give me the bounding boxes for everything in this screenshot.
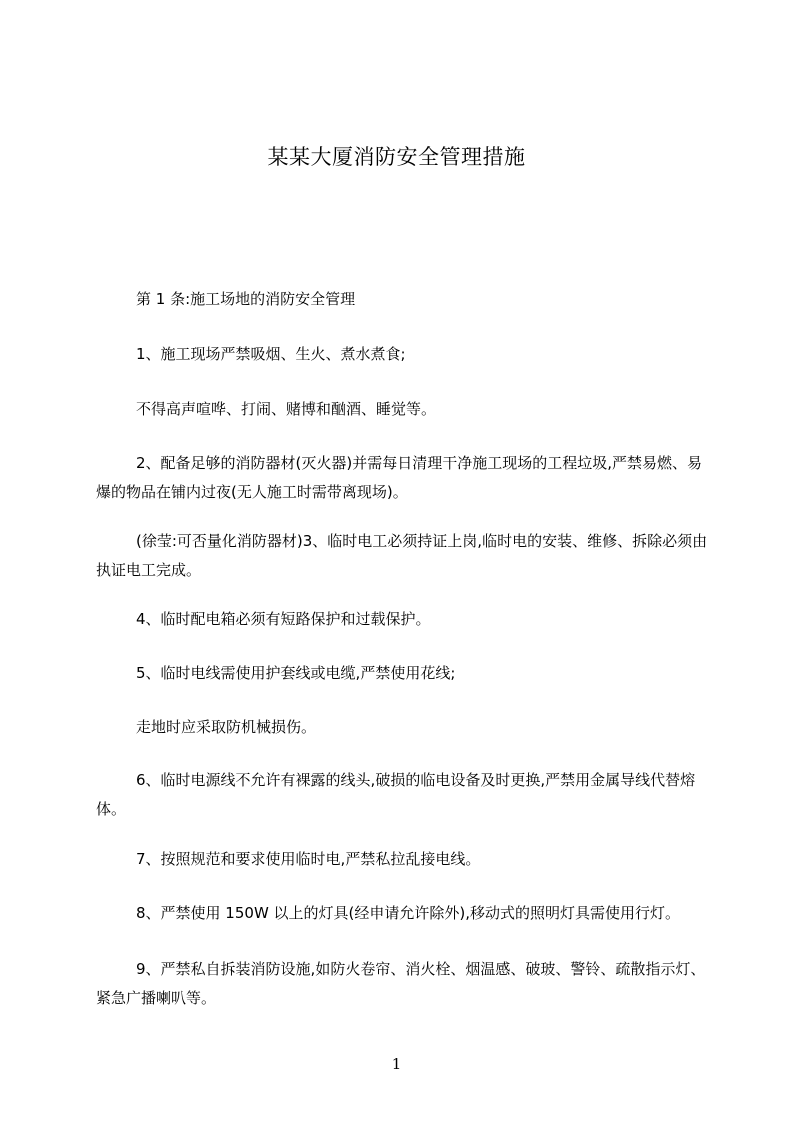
paragraph-item-5: 5、临时电线需使用护套线或电缆,严禁使用花线; <box>136 664 456 682</box>
section-heading: 第 1 条:施工场地的消防安全管理 <box>136 290 356 308</box>
page-number: 1 <box>391 1055 402 1073</box>
paragraph-item-1: 1、施工现场严禁吸烟、生火、煮水煮食; <box>136 345 406 363</box>
paragraph-item-6: 6、临时电源线不允许有裸露的线头,破损的临电设备及时更换,严禁用金属导线代替熔体。 <box>96 771 696 818</box>
paragraph-item-7: 7、按照规范和要求使用临时电,严禁私拉乱接电线。 <box>136 850 481 868</box>
paragraph-item-9: 9、严禁私自拆装消防设施,如防火卷帘、消火栓、烟温感、破玻、警铃、疏散指示灯、紧急广播喇叭等。 <box>96 960 706 1007</box>
paragraph-item-3: (徐莹:可否量化消防器材)3、临时电工必须持证上岗,临时电的安装、维修、拆除必须由执证电工完成。 <box>96 532 708 579</box>
paragraph-item-2: 2、配备足够的消防器材(灭火器)并需每日清理干净施工现场的工程垃圾,严禁易燃、易爆的物品在铺内过夜(无人施工时需带离现场)。 <box>96 454 703 501</box>
paragraph-item-1-continued: 不得高声喧哗、打闹、赌博和酗酒、睡觉等。 <box>136 400 437 418</box>
paragraph-item-5-continued: 走地时应采取防机械损伤。 <box>136 718 317 736</box>
paragraph-item-8: 8、严禁使用 150W 以上的灯具(经申请允许除外),移动式的照明灯具需使用行灯。 <box>136 904 681 922</box>
page-title: 某某大厦消防安全管理措施 <box>267 145 526 169</box>
paragraph-item-4: 4、临时配电箱必须有短路保护和过载保护。 <box>136 610 431 628</box>
